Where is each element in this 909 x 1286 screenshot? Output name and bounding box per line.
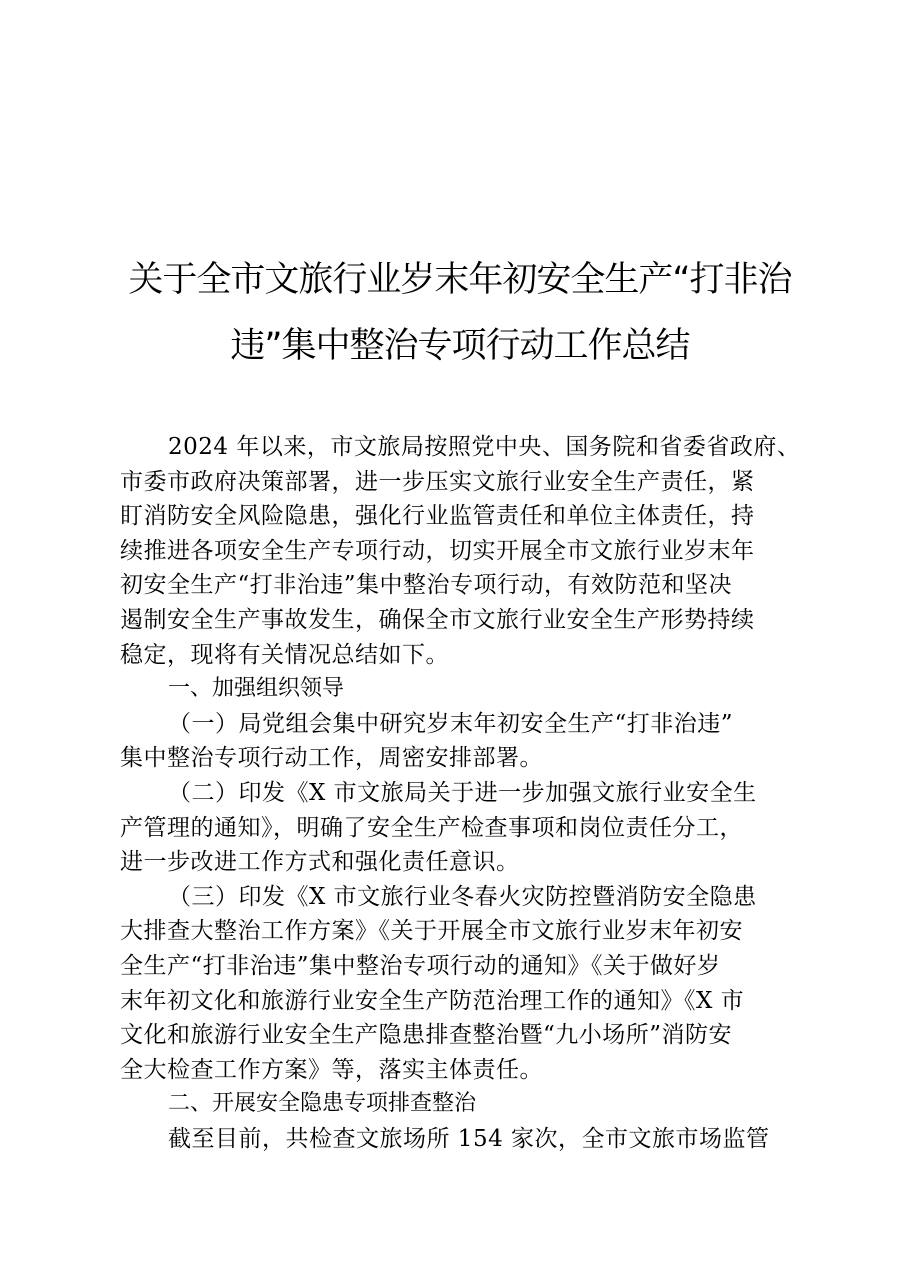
document-body bbox=[120, 430, 810, 1156]
item-paragraph-3 bbox=[120, 880, 810, 1088]
section2-line: 截至目前，共检查文旅场所 154 家次，全市文旅市场监管 bbox=[168, 1125, 770, 1152]
section2-paragraph bbox=[120, 1122, 810, 1157]
intro-line: 盯消防安全风险隐患，强化行业监管责任和单位主体责任，持 bbox=[120, 503, 755, 530]
section-heading-2: 二、开展安全隐患专项排查整治 bbox=[168, 1091, 477, 1117]
item-line: 大排查大整治工作方案》《关于开展全市文旅行业岁末年初安 bbox=[120, 918, 743, 945]
document-title-line-1: 关于全市文旅行业岁末年初安全生产“打非治 bbox=[128, 260, 792, 300]
item-line: 集中整治专项行动工作，周密安排部署。 bbox=[120, 745, 543, 772]
item-line: 进一步改进工作方式和强化责任意识。 bbox=[120, 849, 520, 876]
item-line: 产管理的通知》，明确了安全生产检查事项和岗位责任分工， bbox=[120, 814, 743, 841]
item-line: （二）印发《X 市文旅局关于进一步加强文旅行业安全生 bbox=[168, 779, 757, 806]
intro-line: 初安全生产“打非治违”集中整治专项行动，有效防范和坚决 bbox=[120, 572, 733, 599]
intro-line: 遏制安全生产事故发生，确保全市文旅行业安全生产形势持续 bbox=[120, 606, 755, 633]
document-title-line-2: 违”集中整治专项行动工作总结 bbox=[230, 326, 690, 366]
item-line: （三）印发《X 市文旅行业冬春火灾防控暨消防安全隐患 bbox=[168, 883, 757, 910]
item-line: 文化和旅游行业安全生产隐患排查整治暨“九小场所”消防安 bbox=[120, 1022, 733, 1049]
item-paragraph-2 bbox=[120, 776, 810, 880]
item-paragraph-1 bbox=[120, 707, 810, 776]
item-line: 全生产“打非治违”集中整治专项行动的通知》《关于做好岁 bbox=[120, 952, 721, 979]
item-line: 全大检查工作方案》等，落实主体责任。 bbox=[120, 1056, 543, 1083]
section-heading-1: 一、加强组织领导 bbox=[168, 676, 345, 702]
intro-line: 稳定，现将有关情况总结如下。 bbox=[120, 641, 449, 668]
intro-line: 续推进各项安全生产专项行动，切实开展全市文旅行业岁末年 bbox=[120, 537, 755, 564]
item-line: （一）局党组会集中研究岁末年初安全生产“打非治违” bbox=[168, 710, 734, 737]
intro-line: 2024 年以来，市文旅局按照党中央、国务院和省委省政府、 bbox=[168, 434, 801, 460]
item-line: 末年初文化和旅游行业安全生产防范治理工作的通知》《X 市 bbox=[120, 987, 745, 1014]
intro-line: 市委市政府决策部署，进一步压实文旅行业安全生产责任，紧 bbox=[120, 468, 755, 495]
intro-paragraph bbox=[120, 430, 810, 672]
